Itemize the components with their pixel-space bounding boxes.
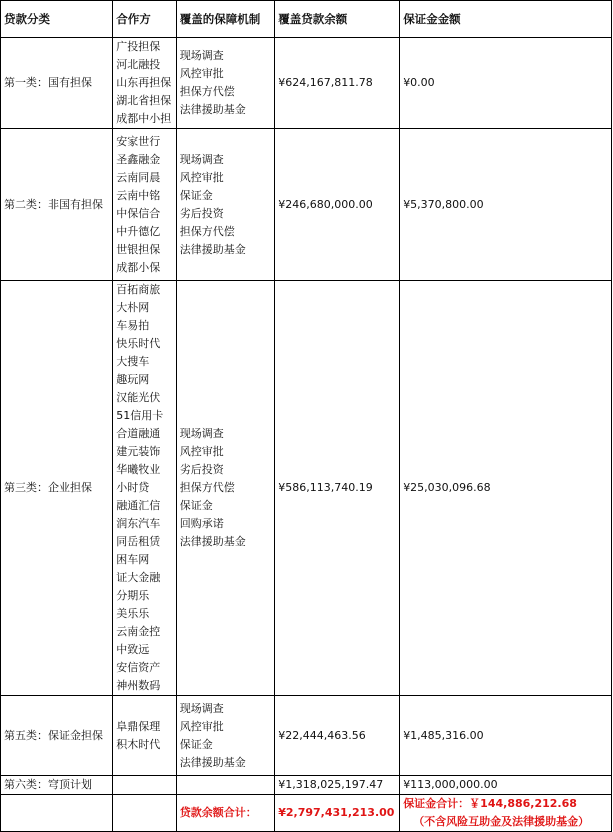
partner-item: 大搜车 [116,355,150,368]
mechanism-item: 保证金 [179,188,213,202]
partner-item: 圣鑫融金 [116,152,161,166]
partner-item: 神州数码 [116,679,161,692]
totals-empty-cell [1,795,113,832]
category-cell: 第三类：企业担保 [1,281,113,696]
loan-balance-cell: ¥246,680,000.00 [275,129,400,281]
partner-item: 美乐乐 [116,607,150,620]
category-cell: 第六类：穹顶计划 [1,776,113,795]
guarantee-total-note: （不含风险互助金及法律援助基金） [413,815,590,828]
partner-cell [113,38,177,129]
partner-cell [113,281,177,696]
mechanism-cell [176,776,274,795]
mechanism-cell [176,696,274,776]
mechanism-item: 保证金 [179,499,213,512]
mechanism-item: 劣后投资 [179,463,224,476]
guarantee-balance-cell: ¥5,370,800.00 [400,129,612,281]
partner-item: 广投担保 [116,40,161,53]
totals-empty-cell [113,795,177,832]
loan-balance-cell: ¥22,444,463.56 [275,696,400,776]
mechanism-item: 担保方代偿 [179,481,235,494]
guarantee-balance-cell: ¥25,030,096.68 [400,281,612,696]
partner-item: 融通汇信 [116,499,161,512]
mechanism-item: 保证金 [179,737,213,751]
mechanism-cell [176,281,274,696]
partner-item: 华曦牧业 [116,463,161,476]
mechanism-item: 法律援助基金 [179,535,246,548]
mechanism-cell [176,129,274,281]
header-loan-balance: 覆盖贷款余额 [275,1,400,38]
partner-cell [113,776,177,795]
row-category-3 [1,281,612,696]
mechanism-item: 风控审批 [179,445,224,458]
mechanism-item: 担保方代偿 [179,224,235,238]
table-body [1,38,612,832]
row-category-6 [1,776,612,795]
partner-item: 润东汽车 [116,517,161,530]
mechanism-item: 风控审批 [179,67,224,80]
partner-item: 云南中铭 [116,188,161,202]
partner-item: 汉能光伏 [116,391,161,404]
partner-item: 51信用卡 [116,409,164,422]
row-category-4 [1,696,612,776]
partner-item: 建元装饰 [116,445,161,458]
partner-item: 云南同晨 [116,170,161,184]
partner-item: 趣玩网 [116,373,150,386]
partner-item: 成都小保 [116,260,161,274]
partner-item: 合道融通 [116,427,161,440]
mechanism-item: 回购承诺 [179,517,224,530]
mechanism-item: 风控审批 [179,719,224,733]
partner-item: 大朴网 [116,301,150,314]
mechanism-item: 担保方代偿 [179,85,235,98]
header-guarantee-balance: 保证金金额 [400,1,612,38]
partner-item: 安家世行 [116,134,161,148]
loan-total-value: ¥2,797,431,213.00 [275,795,400,832]
loan-total-label: 贷款余额合计： [176,795,274,832]
row-category-2 [1,129,612,281]
header-row [1,1,612,38]
partner-item: 积木时代 [116,737,161,751]
partner-item: 中保信合 [116,206,161,220]
partner-cell [113,696,177,776]
partner-item: 安信资产 [116,661,161,674]
partner-item: 成都中小担 [116,112,172,125]
partner-item: 同岳租赁 [116,535,161,548]
partner-item: 中致远 [116,643,150,656]
partner-item: 阜鼎保理 [116,719,161,733]
mechanism-item: 法律援助基金 [179,755,246,769]
category-cell: 第一类：国有担保 [1,38,113,129]
mechanism-cell [176,38,274,129]
loan-balance-cell: ¥1,318,025,197.47 [275,776,400,795]
mechanism-item: 现场调查 [179,427,224,440]
guarantee-balance-cell: ¥0.00 [400,38,612,129]
totals-row [1,795,612,832]
partner-item: 分期乐 [116,589,150,602]
row-category-1 [1,38,612,129]
partner-item: 百拓商旅 [116,283,161,296]
partner-item: 世银担保 [116,242,161,256]
partner-item: 中升德亿 [116,224,161,238]
partner-item: 快乐时代 [116,337,161,350]
mechanism-item: 现场调查 [179,152,224,166]
header-mechanism: 覆盖的保障机制 [176,1,274,38]
mechanism-item: 现场调查 [179,49,224,62]
partner-item: 小时贷 [116,481,150,494]
guarantee-balance-cell: ¥1,485,316.00 [400,696,612,776]
partner-item: 证大金融 [116,571,161,584]
partner-item: 困车网 [116,553,150,566]
guarantee-total-line1: 保证金合计：￥144,886,212.68 [403,797,577,810]
partner-item: 湖北省担保 [116,94,172,107]
category-cell: 第五类：保证金担保 [1,696,113,776]
loan-balance-cell: ¥624,167,811.78 [275,38,400,129]
loan-balance-cell: ¥586,113,740.19 [275,281,400,696]
mechanism-item: 法律援助基金 [179,103,246,116]
partner-cell [113,129,177,281]
guarantee-total [400,795,612,832]
guarantee-balance-cell: ¥113,000,000.00 [400,776,612,795]
mechanism-item: 现场调查 [179,701,224,715]
category-cell: 第二类：非国有担保 [1,129,113,281]
partner-item: 车易拍 [116,319,150,332]
mechanism-item: 法律援助基金 [179,242,246,256]
partner-item: 山东再担保 [116,76,172,89]
mechanism-item: 劣后投资 [179,206,224,220]
mechanism-item: 风控审批 [179,170,224,184]
header-partner: 合作方 [113,1,177,38]
header-category: 贷款分类 [1,1,113,38]
partner-item: 河北融投 [116,58,161,71]
partner-item: 云南金控 [116,625,161,638]
